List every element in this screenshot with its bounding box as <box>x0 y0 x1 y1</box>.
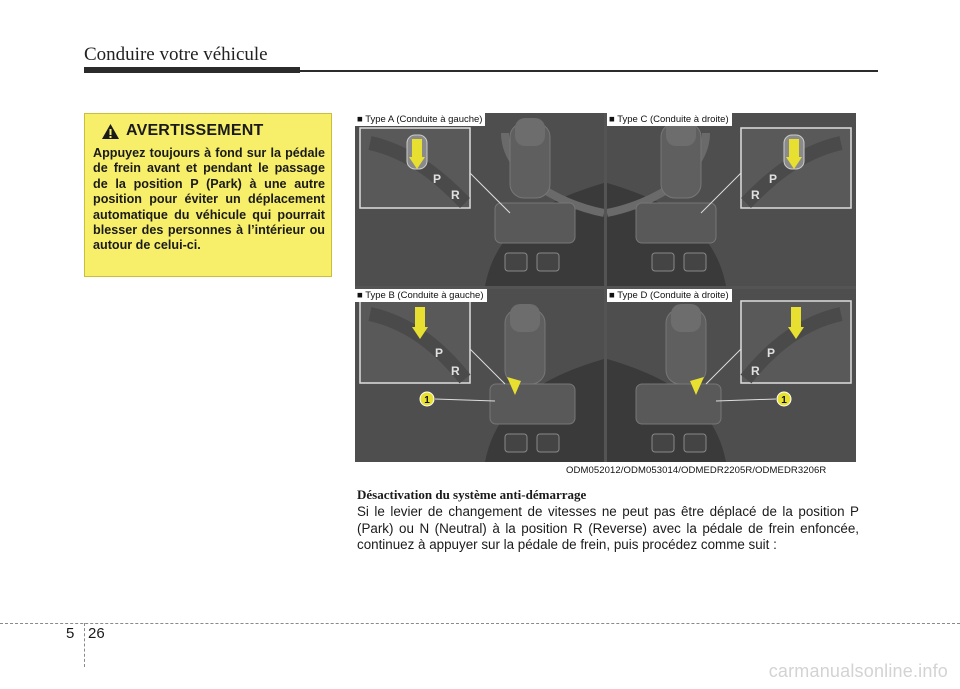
panel-b-illustration <box>355 289 604 462</box>
gear-letter-r: R <box>451 188 460 202</box>
panel-type-c <box>607 113 856 286</box>
panel-d-label: ■ Type D (Conduite à droite) <box>607 289 732 302</box>
callout-number: 1 <box>781 395 787 406</box>
gear-letter-p: P <box>769 172 778 186</box>
warning-header <box>101 122 325 140</box>
panel-type-b <box>355 289 604 462</box>
callout-number: 1 <box>424 395 430 406</box>
page-number: 26 <box>88 625 105 642</box>
panel-c-illustration <box>607 113 856 286</box>
panel-type-d <box>607 289 856 462</box>
watermark: carmanualsonline.info <box>768 661 948 681</box>
footer-rule <box>0 623 960 624</box>
panel-b-label: ■ Type B (Conduite à gauche) <box>355 289 487 302</box>
section-heading: Désactivation du système anti-démarrage <box>357 487 587 502</box>
panel-c-label: ■ Type C (Conduite à droite) <box>607 113 732 126</box>
gear-letter-p: P <box>767 346 776 360</box>
page-title: Conduire votre véhicule <box>84 44 268 65</box>
gear-letter-r: R <box>751 364 760 378</box>
gear-letter-p: P <box>433 172 442 186</box>
warning-text: Appuyez toujours à fond sur la pédale de frein avant et pendant le passage de la position P (Park) à une autre position pour éviter un déplacement automatique du véhicule qui pourrait blesser des personnes à l’intérieur ou autour de celui-ci. <box>93 146 325 253</box>
chapter-number: 5 <box>66 625 75 642</box>
gear-shift-figure <box>355 113 856 462</box>
header-rule-thick <box>84 67 300 73</box>
warning-triangle-icon <box>101 123 120 140</box>
warning-title: AVERTISSEMENT <box>126 122 264 139</box>
gear-letter-r: R <box>751 188 760 202</box>
panel-type-a <box>355 113 604 286</box>
panel-a-label: ■ Type A (Conduite à gauche) <box>355 113 485 126</box>
panel-d-illustration <box>607 289 856 462</box>
gear-letter-p: P <box>435 346 444 360</box>
warning-box <box>84 113 332 277</box>
footer-divider <box>84 623 85 667</box>
header-rule-thin <box>300 70 878 72</box>
figure-caption: ODM052012/ODM053014/ODMEDR2205R/ODMEDR3206R <box>566 465 827 476</box>
panel-a-illustration <box>355 113 604 286</box>
section-body-text: Si le levier de changement de vitesses ne peut pas être déplacé de la position P (Park) ou N (Neutral) à la position R (Reverse) avec la pédale de frein enfoncée, continuez à appuyer sur la pédale de frein, puis procédez comme suit : <box>357 504 859 552</box>
gear-letter-r: R <box>451 364 460 378</box>
